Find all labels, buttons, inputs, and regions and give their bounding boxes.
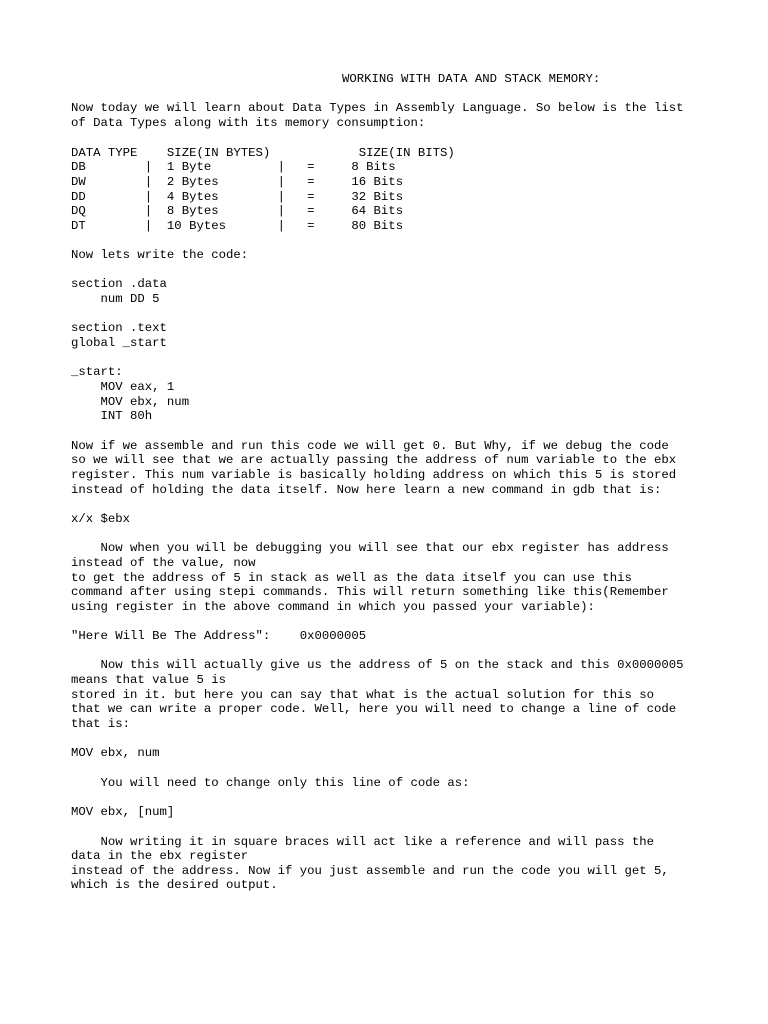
paragraph-line: register. This num variable is basically holding address on which this 5 is stored [71,468,677,482]
intro-line: Now today we will learn about Data Types in Assembly Language. So below is the list [71,101,684,115]
paragraph-line: instead of the address. Now if you just assemble and run the code you will get 5, [71,864,669,878]
paragraph-line: Now when you will be debugging you will see that our ebx register has address [71,541,669,555]
paragraph-line: instead of holding the data itself. Now here learn a new command in gdb that is: [71,483,662,497]
paragraph-line: Now if we assemble and run this code we will get 0. But Why, if we debug the code [71,439,669,453]
table-row: DW | 2 Bytes | = 16 Bits [71,175,404,189]
code-line: section .text [71,321,167,335]
code-line: section .data [71,277,167,291]
paragraph-line: stored in it. but here you can say that what is the actual solution for this so [71,688,654,702]
code-line: num DD 5 [71,292,160,306]
table-row: DT | 10 Bytes | = 80 Bits [71,219,404,233]
code-line: MOV eax, 1 [71,380,175,394]
paragraph-line: Now this will actually give us the address of 5 on the stack and this 0x0000005 [71,658,684,672]
code-line: MOV ebx, num [71,746,160,760]
table-row: DQ | 8 Bytes | = 64 Bits [71,204,404,218]
paragraph-line: command after using stepi commands. This will return something like this(Remember [71,585,669,599]
paragraph-line: data in the ebx register [71,849,249,863]
code-line: MOV ebx, [num] [71,805,175,819]
code-intro-text: Now lets write the code: [71,248,249,262]
table-row: DD | 4 Bytes | = 32 Bits [71,190,404,204]
paragraph-line: so we will see that we are actually passing the address of num variable to the ebx [71,453,677,467]
code-line: _start: [71,365,123,379]
paragraph-line: using register in the above command in which you passed your variable): [71,600,595,614]
paragraph-line: that is: [71,717,131,731]
paragraph-line: that we can write a proper code. Well, here you will need to change a line of code [71,702,677,716]
intro-line: of Data Types along with its memory consumption: [71,116,426,130]
paragraph-line: You will need to change only this line of code as: [71,776,470,790]
code-line: global _start [71,336,167,350]
paragraph-line: to get the address of 5 in stack as well as the data itself you can use this [71,571,632,585]
table-header-row: DATA TYPE SIZE(IN BYTES) SIZE(IN BITS) [71,146,455,160]
code-line: MOV ebx, num [71,395,190,409]
paragraph-line: instead of the value, now [71,556,256,570]
address-output: "Here Will Be The Address": 0x0000005 [71,629,367,643]
paragraph-line: means that value 5 is [71,673,226,687]
paragraph-line: Now writing it in square braces will act like a reference and will pass the [71,835,654,849]
table-row: DB | 1 Byte | = 8 Bits [71,160,396,174]
code-line: INT 80h [71,409,153,423]
paragraph-line: which is the desired output. [71,878,278,892]
gdb-command: x/x $ebx [71,512,131,526]
page-title: WORKING WITH DATA AND STACK MEMORY: [342,72,601,86]
